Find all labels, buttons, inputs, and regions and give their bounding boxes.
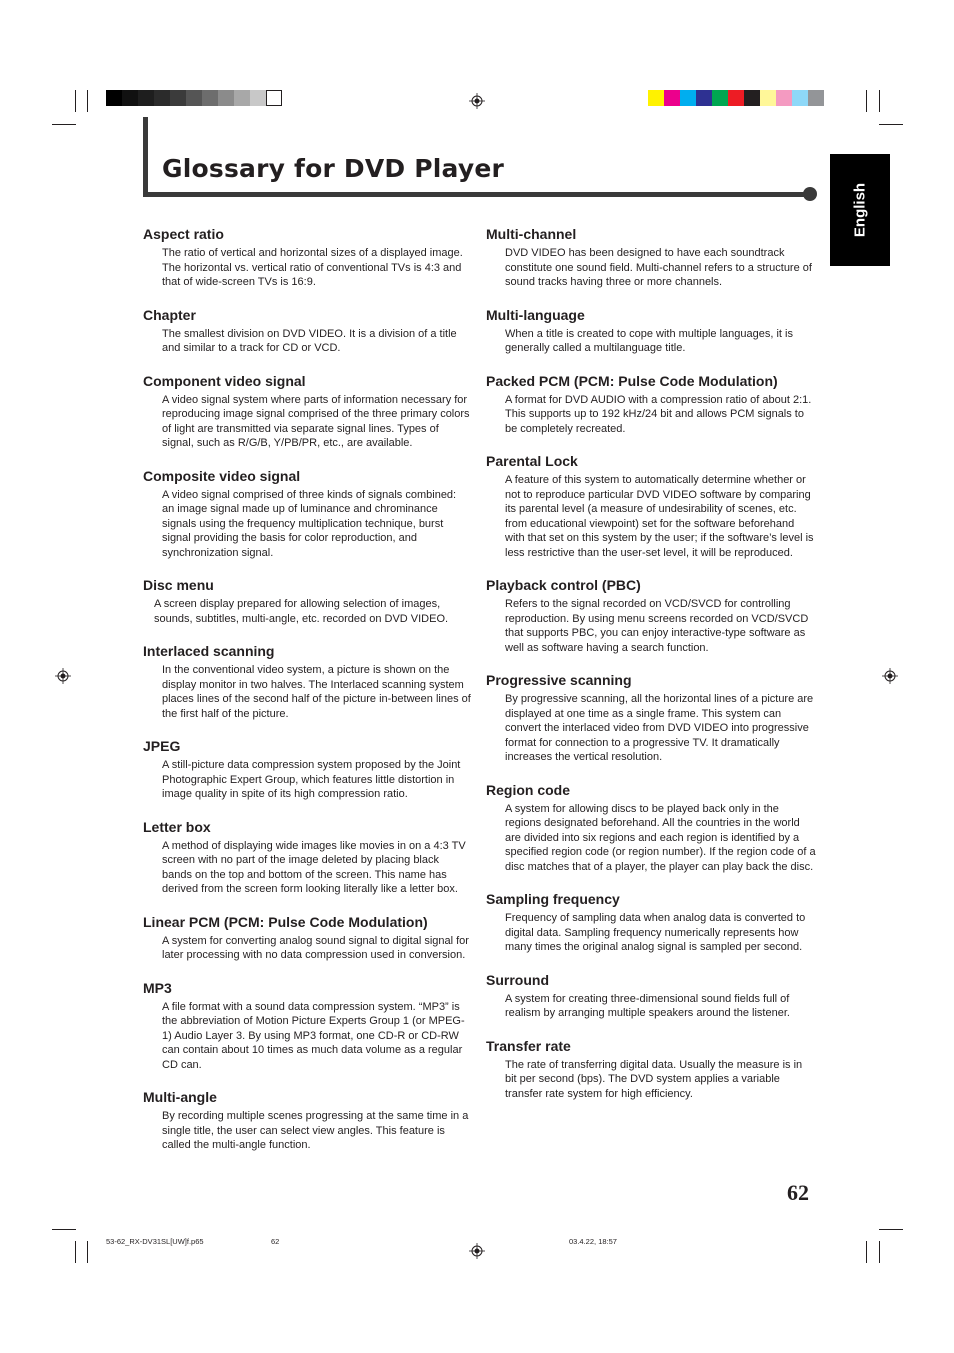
title-rule-horizontal	[143, 192, 808, 197]
color-swatch	[122, 90, 138, 106]
glossary-entry	[143, 577, 471, 626]
glossary-term: Chapter	[143, 306, 196, 323]
glossary-entry	[143, 226, 471, 290]
glossary-definition: A video signal comprised of three kinds of signals combined: an image signal made up of luminance and chrominance signals using the frequency multiplication technique, burst signal providing the basis for color reproduction, and synchronization signal.	[162, 488, 457, 559]
color-swatch	[696, 90, 712, 106]
glossary-term: Component video signal	[143, 372, 306, 389]
glossary-entry	[143, 643, 471, 721]
color-swatch	[680, 90, 696, 106]
glossary-entry	[486, 672, 816, 765]
glossary-entry	[486, 972, 816, 1021]
color-swatch	[218, 90, 234, 106]
glossary-definition: When a title is created to cope with multiple languages, it is generally called a multilanguage title.	[505, 327, 793, 354]
glossary-definition: The rate of transferring digital data. Usually the measure is in bit per second (bps). The DVD system applies a variable transfer rate system for high efficiency.	[505, 1058, 803, 1100]
glossary-term: Packed PCM (PCM: Pulse Code Modulation)	[486, 372, 778, 389]
glossary-term: Linear PCM (PCM: Pulse Code Modulation)	[143, 913, 428, 930]
glossary-term: Interlaced scanning	[143, 643, 275, 659]
glossary-definition: By recording multiple scenes progressing at the same time in a single title, the user can select view angles. This feature is called the multi-angle function.	[162, 1110, 469, 1151]
page-title: Glossary for DVD Player	[162, 154, 505, 183]
glossary-term: Letter box	[143, 818, 211, 835]
glossary-entry	[486, 307, 816, 356]
color-swatch	[648, 90, 664, 106]
glossary-term: MP3	[143, 979, 172, 996]
registration-target-icon	[469, 1243, 485, 1259]
color-swatch	[728, 90, 744, 106]
glossary-definition: A screen display prepared for allowing selection of images, sounds, subtitles, multi-angle, etc. recorded on DVD VIDEO.	[154, 598, 449, 625]
color-swatch	[154, 90, 170, 106]
glossary-entry	[486, 891, 816, 955]
glossary-definition: A system for creating three-dimensional sound fields full of realism by arranging multiple speakers around the listener.	[505, 992, 790, 1019]
glossary-term: Multi-language	[486, 306, 585, 323]
glossary-entry	[486, 577, 816, 655]
glossary-entry	[143, 914, 471, 963]
glossary-definition: Refers to the signal recorded on VCD/SVCD for controlling reproduction. By using menu screens recorded on VCD/SVCD that supports PBC, you can enjoy interactive-type software as well as software having a search function.	[505, 598, 809, 654]
glossary-definition: A format for DVD AUDIO with a compression ratio of about 2:1. This supports up to 192 kHz/24 bit and allows PCM signals to be completely recreated.	[505, 393, 812, 435]
crop-mark	[866, 90, 867, 112]
footer-page: 62	[271, 1237, 280, 1246]
glossary-entry	[143, 980, 471, 1073]
glossary-term: Disc menu	[143, 577, 214, 593]
crop-mark	[879, 1241, 880, 1263]
crop-mark	[75, 90, 76, 112]
glossary-entry	[143, 819, 471, 897]
glossary-definition: A video signal system where parts of information necessary for reproducing image signal comprised of the three primary colors of light are transmitted via separate signal lines. Types of signal, such as R/G/B, Y/PB/PR, etc., are available.	[162, 393, 470, 449]
glossary-entry	[486, 782, 816, 875]
glossary-definition: A system for converting analog sound signal to digital signal for later processing with no data compression used in conversion.	[162, 934, 469, 961]
crop-mark	[879, 1229, 903, 1230]
registration-target-icon	[469, 93, 485, 109]
crop-mark	[879, 90, 880, 112]
color-swatch	[744, 90, 760, 106]
glossary-entry	[486, 226, 816, 290]
color-swatch	[776, 90, 792, 106]
glossary-definition: A method of displaying wide images like movies in on a 4:3 TV screen with no part of the image deleted by placing black bands on the top and bottom of the screen. This name has derived from the screen form looking literally like a letter box.	[162, 839, 466, 895]
glossary-term: Playback control (PBC)	[486, 577, 641, 593]
color-swatch	[712, 90, 728, 106]
glossary-definition: By progressive scanning, all the horizontal lines of a picture are displayed at one time as a single frame. This system can convert the interlaced video from DVD VIDEO into progressive format for connection to a progressive TV. It dramatically increases the vertical resolution.	[505, 693, 814, 763]
glossary-definition: A feature of this system to automatically determine whether or not to reproduce particular DVD VIDEO software by comparing its parental level (a measure of undesirability of scenes, etc. from educational viewpoint) set for the software beforehand with that set on this system by the user; if the software’s level is less restrictive than the user-set level, it will be reproduced.	[505, 474, 814, 559]
crop-mark	[52, 1229, 76, 1230]
glossary-entry	[143, 307, 471, 356]
color-swatch	[266, 90, 282, 106]
glossary-term: Region code	[486, 781, 571, 798]
glossary-entry	[486, 373, 816, 437]
glossary-term: Transfer rate	[486, 1037, 571, 1054]
glossary-term: Composite video signal	[143, 467, 301, 484]
color-swatch	[250, 90, 266, 106]
glossary-entry	[486, 1038, 816, 1102]
glossary-entry	[486, 453, 816, 560]
glossary-definition: The smallest division on DVD VIDEO. It is a division of a title and similar to a track for CD or VCD.	[162, 327, 457, 354]
glossary-definition: Frequency of sampling data when analog data is converted to digital data. Sampling frequency numerically represents how many times the original analog signal is sampled per second.	[505, 912, 806, 953]
title-rule-vertical	[143, 117, 148, 197]
registration-target-icon	[55, 668, 71, 684]
glossary-term: Parental Lock	[486, 453, 578, 469]
language-tab-label: English	[851, 182, 869, 238]
glossary-entry	[143, 373, 471, 451]
grayscale-bar	[106, 90, 282, 106]
color-swatch	[664, 90, 680, 106]
glossary-entry	[143, 1089, 471, 1153]
glossary-term: JPEG	[143, 738, 181, 754]
glossary-term: Progressive scanning	[486, 672, 632, 688]
footer-file-name: 53-62_RX-DV31SL[UW]f.p65	[106, 1237, 204, 1246]
glossary-entry	[143, 738, 471, 802]
glossary-term: Surround	[486, 971, 549, 988]
color-swatch	[138, 90, 154, 106]
registration-target-icon	[882, 668, 898, 684]
glossary-term: Multi-channel	[486, 226, 577, 242]
page-number: 62	[787, 1180, 809, 1205]
glossary-definition: The ratio of vertical and horizontal sizes of a displayed image. The horizontal vs. vertical ratio of conventional TVs is 4:3 and that of wide-screen TVs is 16:9.	[162, 247, 463, 288]
crop-mark	[87, 1241, 88, 1263]
glossary-definition: A file format with a sound data compression system. “MP3” is the abbreviation of Motion Picture Experts Group 1 (or MPEG-1) Audio Layer 3. By using MP3 format, one CD-R or CD-RW can contain about 10 times as much data volume as a regular CD can.	[162, 1000, 465, 1071]
glossary-definition: A system for allowing discs to be played back only in the regions designated beforehand. All the countries in the world are divided into six regions and each region is identified by a specified region code (or region number). If the region code of a disc matches that of a player, the player can play back the disc.	[505, 802, 816, 873]
footer-timestamp: 03.4.22, 18:57	[569, 1237, 617, 1246]
glossary-column-left	[143, 226, 471, 1170]
glossary-term: Aspect ratio	[143, 226, 224, 242]
color-swatch	[106, 90, 122, 106]
glossary-definition: DVD VIDEO has been designed to have each soundtrack constitute one sound field. Multi-channel refers to a structure of sound tracks having three or more channels.	[505, 247, 812, 288]
color-bar	[648, 90, 824, 106]
crop-mark	[866, 1241, 867, 1263]
glossary-term: Sampling frequency	[486, 891, 620, 907]
crop-mark	[879, 124, 903, 125]
glossary-entry	[143, 468, 471, 561]
title-rule-dot	[803, 187, 817, 201]
language-tab	[830, 154, 890, 266]
crop-mark	[87, 90, 88, 112]
glossary-definition: In the conventional video system, a picture is shown on the display monitor in two halves. The Interlaced scanning system places lines of the second half of the picture in-between lines of the first half of the picture.	[162, 664, 471, 720]
color-swatch	[760, 90, 776, 106]
glossary-definition: A still-picture data compression system proposed by the Joint Photographic Expert Group, which features little distortion in image quality in spite of its high compression ratio.	[162, 759, 461, 800]
color-swatch	[792, 90, 808, 106]
glossary-term: Multi-angle	[143, 1089, 217, 1105]
crop-mark	[52, 124, 76, 125]
color-swatch	[170, 90, 186, 106]
color-swatch	[808, 90, 824, 106]
glossary-column-right	[486, 226, 816, 1118]
color-swatch	[202, 90, 218, 106]
color-swatch	[234, 90, 250, 106]
color-swatch	[186, 90, 202, 106]
crop-mark	[75, 1241, 76, 1263]
